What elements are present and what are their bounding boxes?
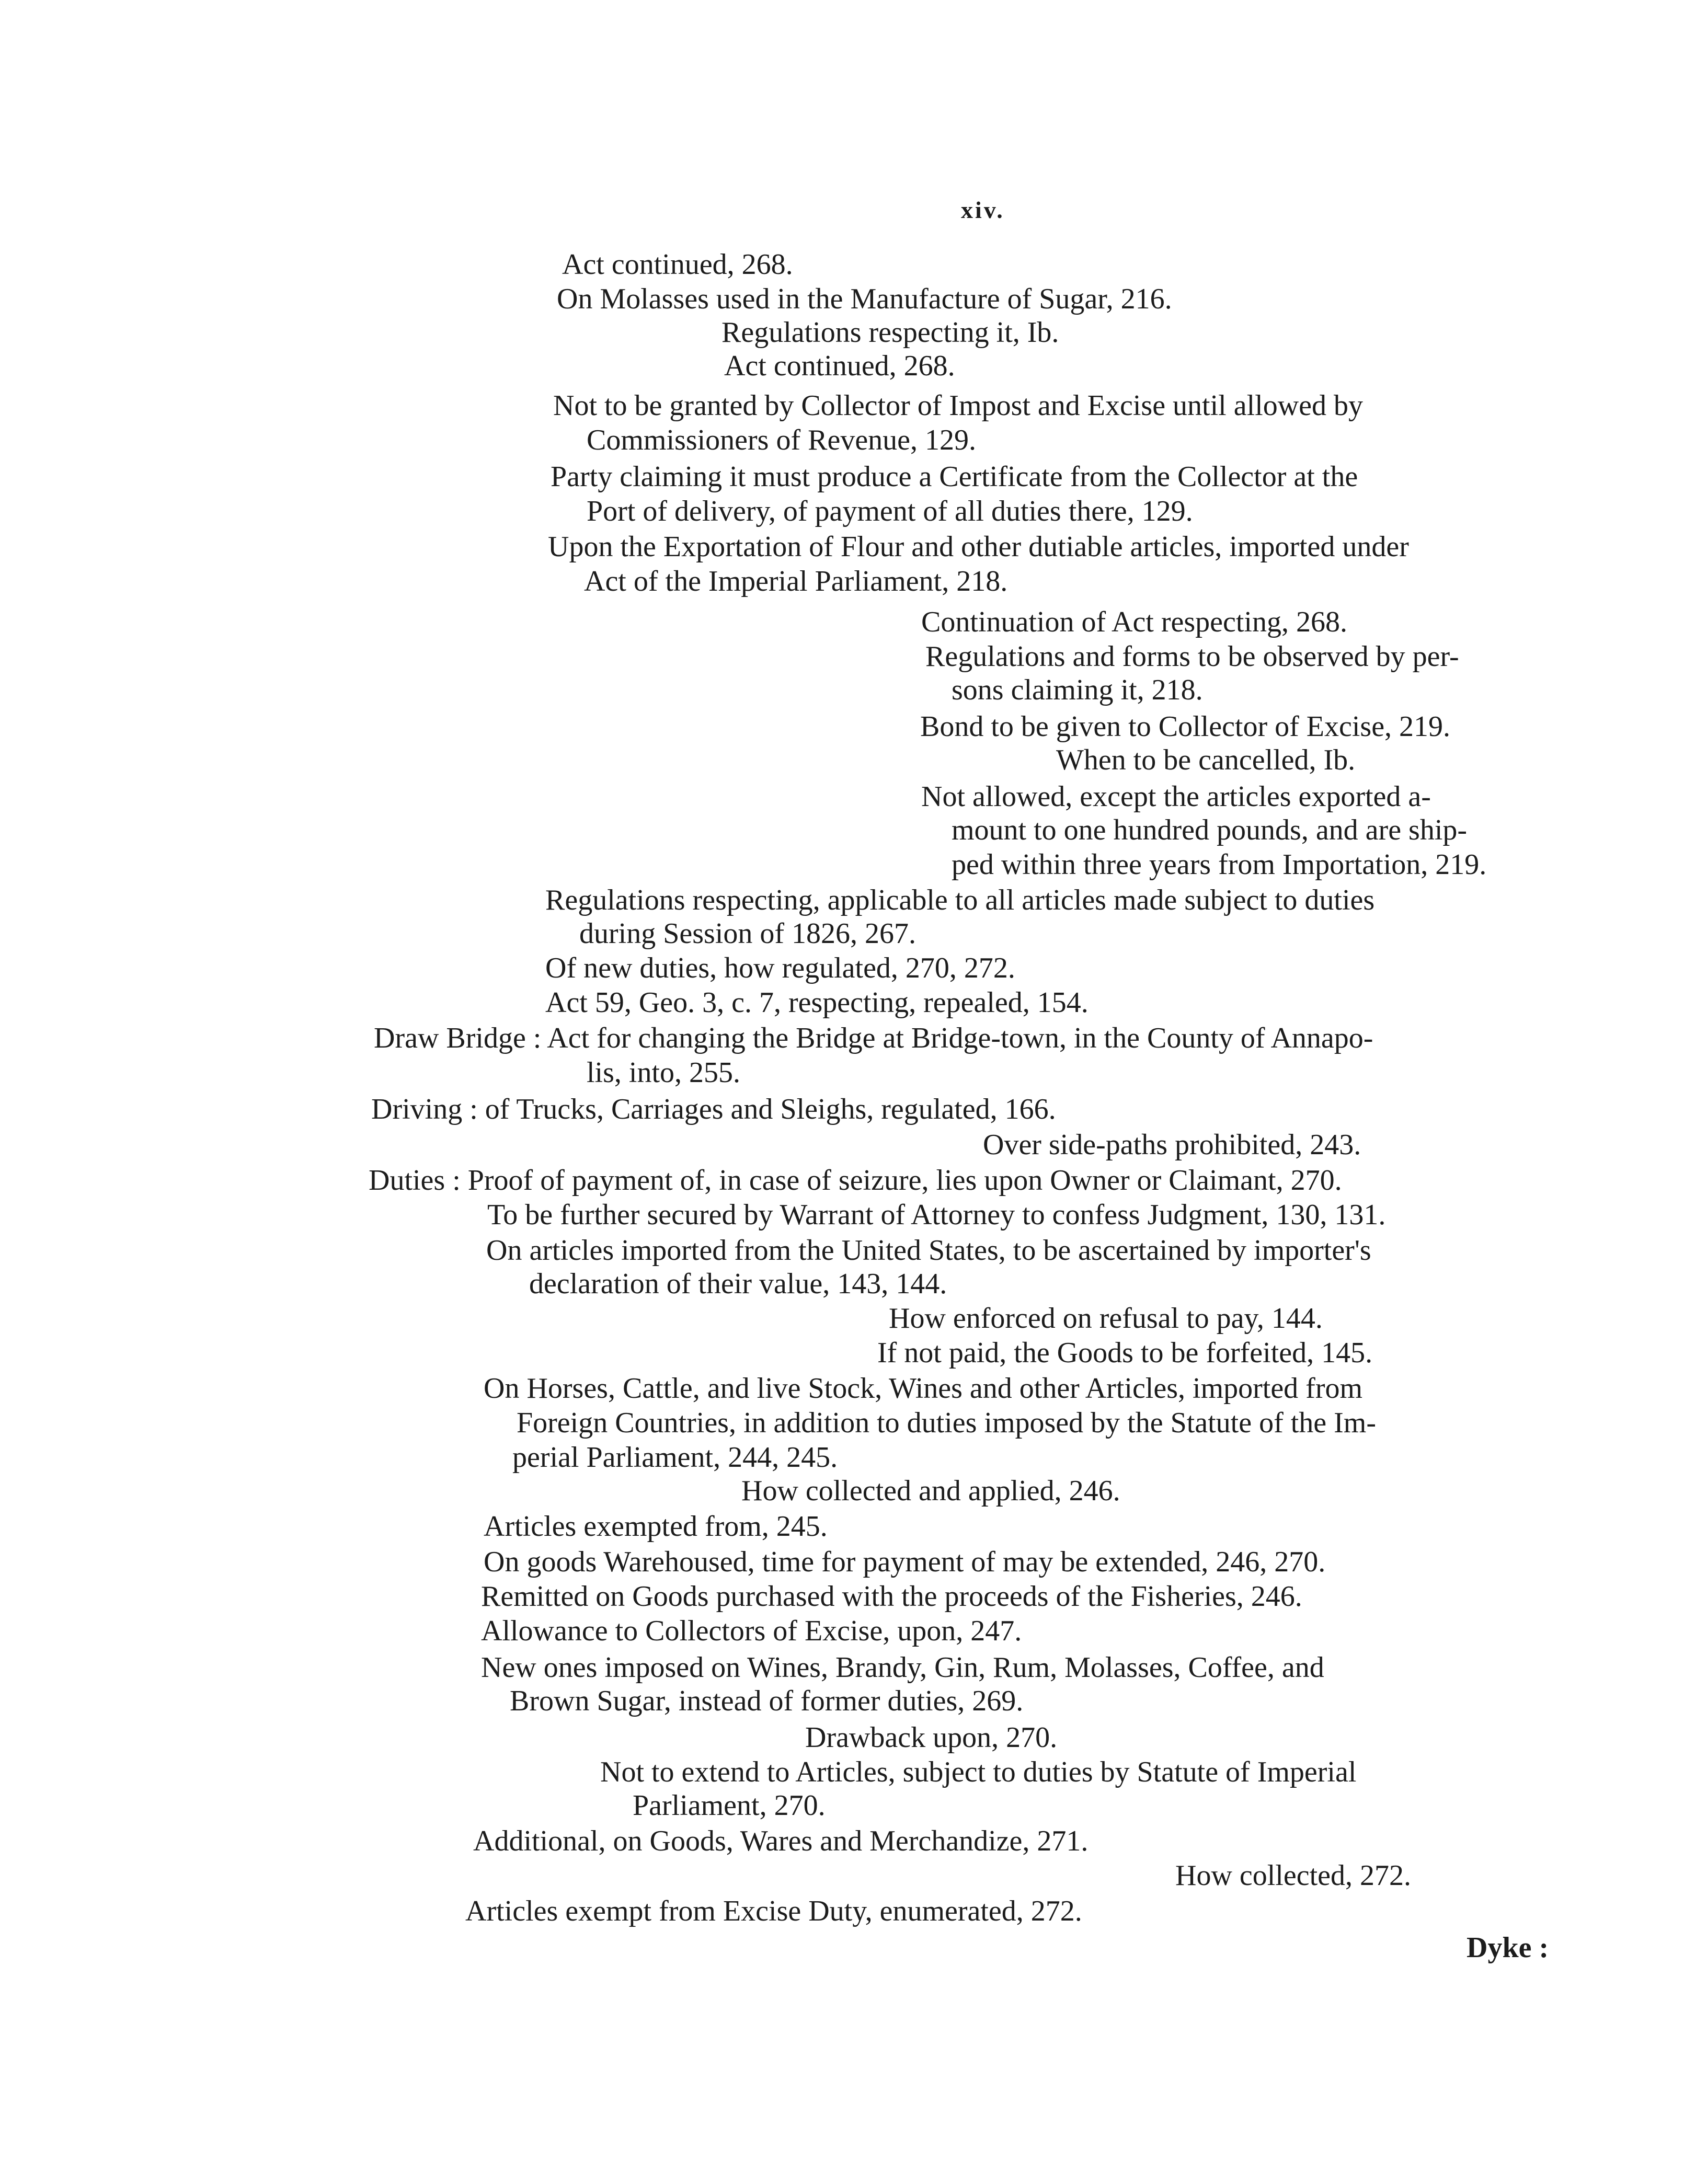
index-line: Continuation of Act respecting, 268. [921,606,1347,638]
index-line: sons claiming it, 218. [952,674,1203,706]
index-line: How collected and applied, 246. [741,1475,1120,1507]
index-line: To be further secured by Warrant of Attorney to confess Judgment, 130, 131. [487,1199,1386,1231]
index-line: Act continued, 268. [562,248,793,281]
index-line: Parliament, 270. [633,1789,826,1822]
index-line: On articles imported from the United States, to be ascertained by importer's [486,1234,1371,1267]
index-line: Over side-paths prohibited, 243. [983,1129,1361,1161]
page-number: xiv. [961,197,1005,223]
index-line: Upon the Exportation of Flour and other dutiable articles, imported under [548,531,1409,563]
index-line: Of new duties, how regulated, 270, 272. [545,952,1015,984]
index-line: Commissioners of Revenue, 129. [587,424,977,456]
index-line: On Molasses used in the Manufacture of Sugar, 216. [557,283,1172,315]
index-line: Not to extend to Articles, subject to duties by Statute of Imperial [600,1756,1357,1788]
index-line: Act 59, Geo. 3, c. 7, respecting, repealed, 154. [545,986,1089,1019]
index-line: Brown Sugar, instead of former duties, 269. [510,1685,1024,1717]
index-line: Remitted on Goods purchased with the proceeds of the Fisheries, 246. [481,1580,1302,1613]
index-line: Duties : Proof of payment of, in case of seizure, lies upon Owner or Claimant, 270. [369,1164,1342,1197]
index-line: When to be cancelled, Ib. [1056,744,1356,776]
index-line: Party claiming it must produce a Certificate from the Collector at the [551,461,1358,493]
index-line: Bond to be given to Collector of Excise, 219. [920,710,1451,743]
index-line: How collected, 272. [1175,1859,1411,1892]
index-line: ped within three years from Importation, 219. [952,848,1487,881]
index-line: Allowance to Collectors of Excise, upon, 247. [481,1615,1022,1647]
index-line: declaration of their value, 143, 144. [529,1268,947,1300]
index-line: On Horses, Cattle, and live Stock, Wines and other Articles, imported from [484,1372,1363,1405]
index-line: Articles exempt from Excise Duty, enumerated, 272. [465,1895,1082,1927]
index-line: mount to one hundred pounds, and are ship- [952,814,1468,846]
index-line: Articles exempted from, 245. [484,1510,828,1543]
index-line: Not to be granted by Collector of Impost and Excise until allowed by [553,389,1363,422]
index-line: How enforced on refusal to pay, 144. [889,1302,1323,1335]
index-line: Regulations and forms to be observed by per- [925,640,1459,673]
index-line: Not allowed, except the articles exported a- [921,780,1431,813]
index-line: Regulations respecting, applicable to all articles made subject to duties [545,884,1375,916]
index-line: New ones imposed on Wines, Brandy, Gin, Rum, Molasses, Coffee, and [481,1651,1324,1684]
index-line: Additional, on Goods, Wares and Merchandize, 271. [473,1825,1089,1857]
index-line: Drawback upon, 270. [805,1721,1058,1754]
index-line: On goods Warehoused, time for payment of may be extended, 246, 270. [484,1546,1326,1578]
index-line: lis, into, 255. [587,1056,741,1089]
index-line: perial Parliament, 244, 245. [512,1441,838,1474]
index-line: Act of the Imperial Parliament, 218. [584,565,1008,597]
index-line: during Session of 1826, 267. [579,917,916,950]
index-line: Foreign Countries, in addition to duties imposed by the Statute of the Im- [517,1407,1377,1439]
index-line: Draw Bridge : Act for changing the Bridge at Bridge-town, in the County of Annapo- [374,1022,1373,1054]
index-line: If not paid, the Goods to be forfeited, 145. [877,1337,1373,1369]
index-line: Driving : of Trucks, Carriages and Sleighs, regulated, 166. [371,1093,1056,1125]
index-line: Port of delivery, of payment of all duties there, 129. [587,495,1193,527]
index-line: Regulations respecting it, Ib. [721,316,1059,349]
catchword: Dyke : [1467,1932,1549,1964]
index-line: Act continued, 268. [724,350,955,382]
